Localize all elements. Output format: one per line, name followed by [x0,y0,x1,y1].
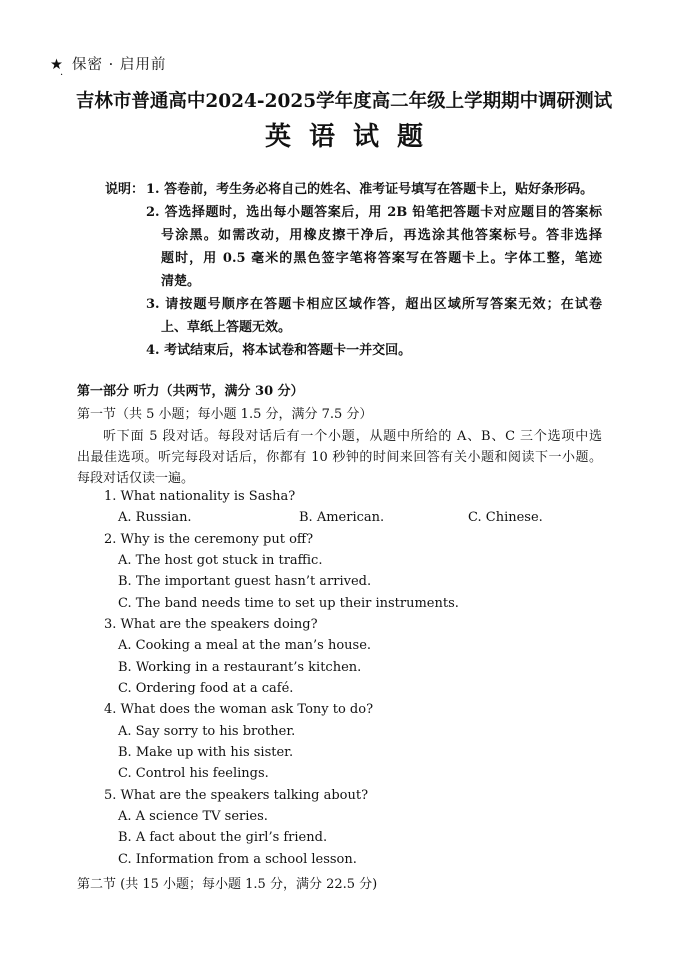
section1-heading: 第一节（共 5 小题；每小题 1.5 分，满分 7.5 分） [77,407,373,422]
confidential-label [50,53,166,74]
option: C. Chinese. [468,510,543,525]
option: C. Ordering food at a café. [118,681,294,696]
star-icon: ★ [50,57,64,73]
bullet-mark: · [60,70,64,81]
part1-heading: 第一部分 听力（共两节，满分 30 分） [77,384,304,399]
instruction-line: 1. 答卷前，考生务必将自己的姓名、准考证号填写在答题卡上，贴好条形码。 [146,182,594,197]
option: A. The host got stuck in traffic. [118,553,323,568]
directions-line: 出最佳选项。听完每段对话后，你都有 10 秒钟的时间来回答有关小题和阅读下一小题。 [77,450,602,465]
option: B. Working in a restaurant’s kitchen. [118,660,362,675]
question-stem: 4. What does the woman ask Tony to do? [104,702,374,717]
instruction-line: 4. 考试结束后，将本试卷和答题卡一并交回。 [146,343,412,358]
subject-title: 英语试题 [264,122,441,152]
instruction-line: 2. 答选择题时，选出每小题答案后，用 2B 铅笔把答题卡对应题目的答案标 [146,205,602,220]
question-stem: 2. Why is the ceremony put off? [104,532,314,547]
option: C. The band needs time to set up their instruments. [118,596,459,611]
confidential-text: 保密 · 启用前 [72,57,167,73]
option: A. Say sorry to his brother. [118,724,296,739]
section2-heading: 第二节 (共 15 小题；每小题 1.5 分，满分 22.5 分) [77,877,378,892]
option: B. The important guest hasn’t arrived. [118,574,372,589]
option: C. Control his feelings. [118,766,269,781]
question-stem: 1. What nationality is Sasha? [104,489,296,504]
option: B. American. [299,510,385,525]
option: B. Make up with his sister. [118,745,294,760]
question-stem: 3. What are the speakers doing? [104,617,318,632]
option: C. Information from a school lesson. [118,852,357,867]
option: A. Russian. [118,510,192,525]
question-stem: 5. What are the speakers talking about? [104,788,369,803]
directions-line: 每段对话仅读一遍。 [77,471,195,486]
instruction-line: 题时，用 0.5 毫米的黑色签字笔将答案写在答题卡上。字体工整，笔迹 [161,251,602,266]
instructions-label: 说明： [105,182,145,197]
option: A. A science TV series. [118,809,268,824]
option: B. A fact about the girl’s friend. [118,830,328,845]
option: A. Cooking a meal at the man’s house. [118,638,372,653]
instruction-line: 号涂黑。如需改动，用橡皮擦干净后，再选涂其他答案标号。答非选择 [161,228,602,243]
instruction-line: 清楚。 [161,274,201,289]
exam-title: 吉林市普通高中2024-2025学年度高二年级上学期期中调研测试 [75,91,613,112]
directions-line: 听下面 5 段对话。每段对话后有一个小题，从题中所给的 A、B、C 三个选项中选 [103,429,602,444]
instruction-line: 3. 请按题号顺序在答题卡相应区域作答，超出区域所写答案无效；在试卷 [146,297,602,312]
instruction-line: 上、草纸上答题无效。 [161,320,292,335]
